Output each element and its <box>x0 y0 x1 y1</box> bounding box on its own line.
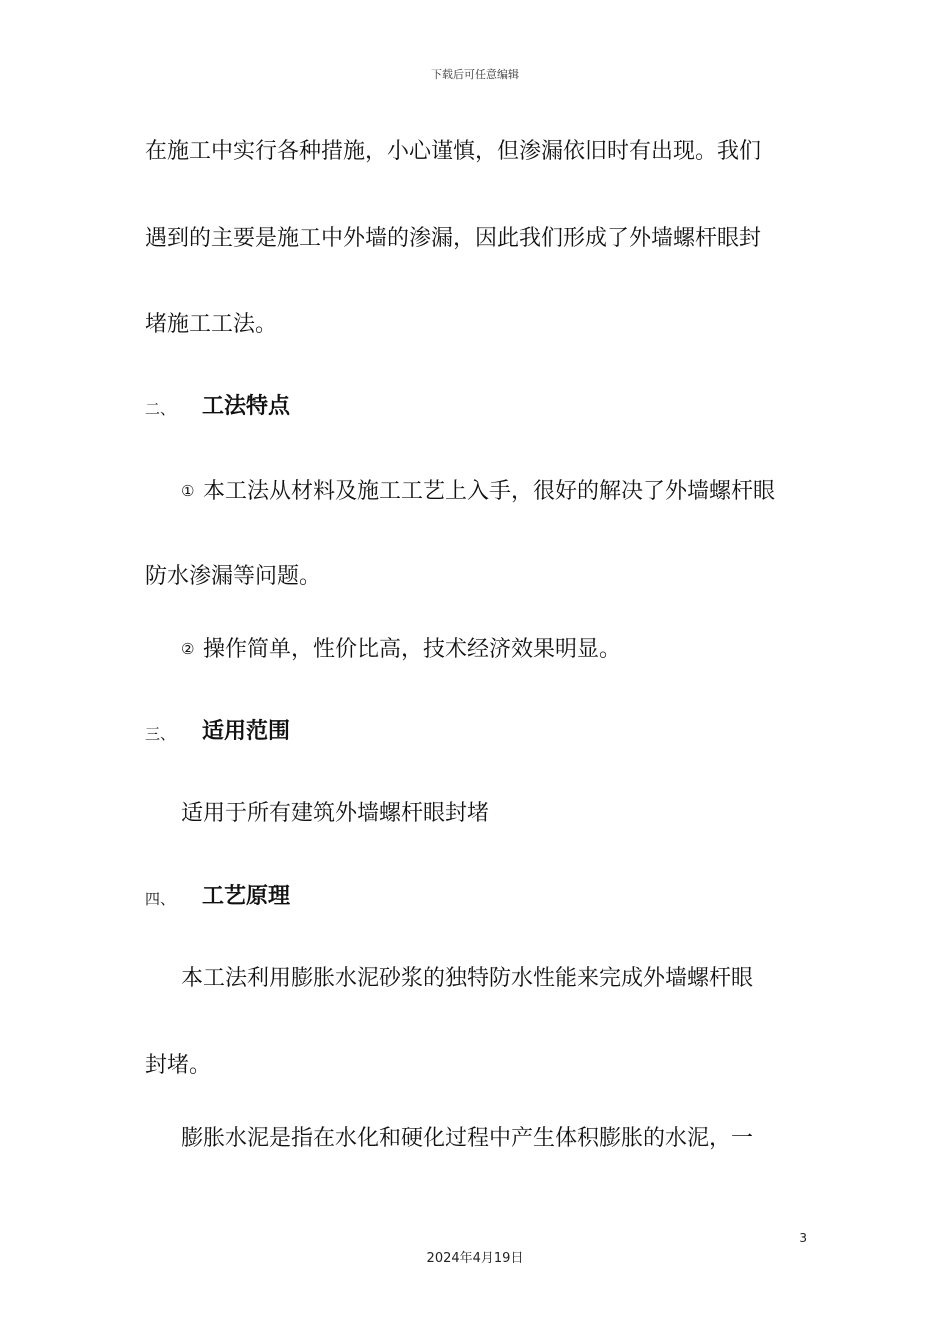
footer-date: 2024年4月19日 <box>426 1251 524 1266</box>
list-item <box>181 476 775 507</box>
section-title: 工法特点 <box>202 394 291 419</box>
paragraph-line: 遇到的主要是施工中外墙的渗漏，因此我们形成了外墙螺杆眼封 <box>145 226 762 251</box>
paragraph-line: 本工法利用膨胀水泥砂浆的独特防水性能来完成外墙螺杆眼 <box>181 966 754 991</box>
section-title: 工艺原理 <box>202 884 291 909</box>
page-header: 下载后可任意编辑 <box>431 68 519 81</box>
paragraph-line: 适用于所有建筑外墙螺杆眼封堵 <box>181 801 490 826</box>
page-number: 3 <box>799 1231 807 1245</box>
paragraph-line: 封堵。 <box>145 1053 212 1078</box>
section-number: 二、 <box>145 400 176 418</box>
list-item-text: 本工法从材料及施工工艺上入手，很好的解决了外墙螺杆眼 <box>203 479 776 504</box>
paragraph-line: 在施工中实行各种措施，小心谨慎，但渗漏依旧时有出现。我们 <box>145 139 762 164</box>
list-item <box>181 634 621 665</box>
list-item-text: 操作简单，性价比高，技术经济效果明显。 <box>203 637 622 662</box>
section-number: 四、 <box>145 890 176 908</box>
section-title: 适用范围 <box>202 719 291 744</box>
list-marker: ② <box>181 640 195 658</box>
list-marker: ① <box>181 482 195 500</box>
paragraph-line: 堵施工工法。 <box>145 312 278 337</box>
section-number: 三、 <box>145 725 176 743</box>
paragraph-line: 膨胀水泥是指在水化和硬化过程中产生体积膨胀的水泥，一 <box>181 1126 754 1151</box>
paragraph-line: 防水渗漏等问题。 <box>145 564 322 589</box>
